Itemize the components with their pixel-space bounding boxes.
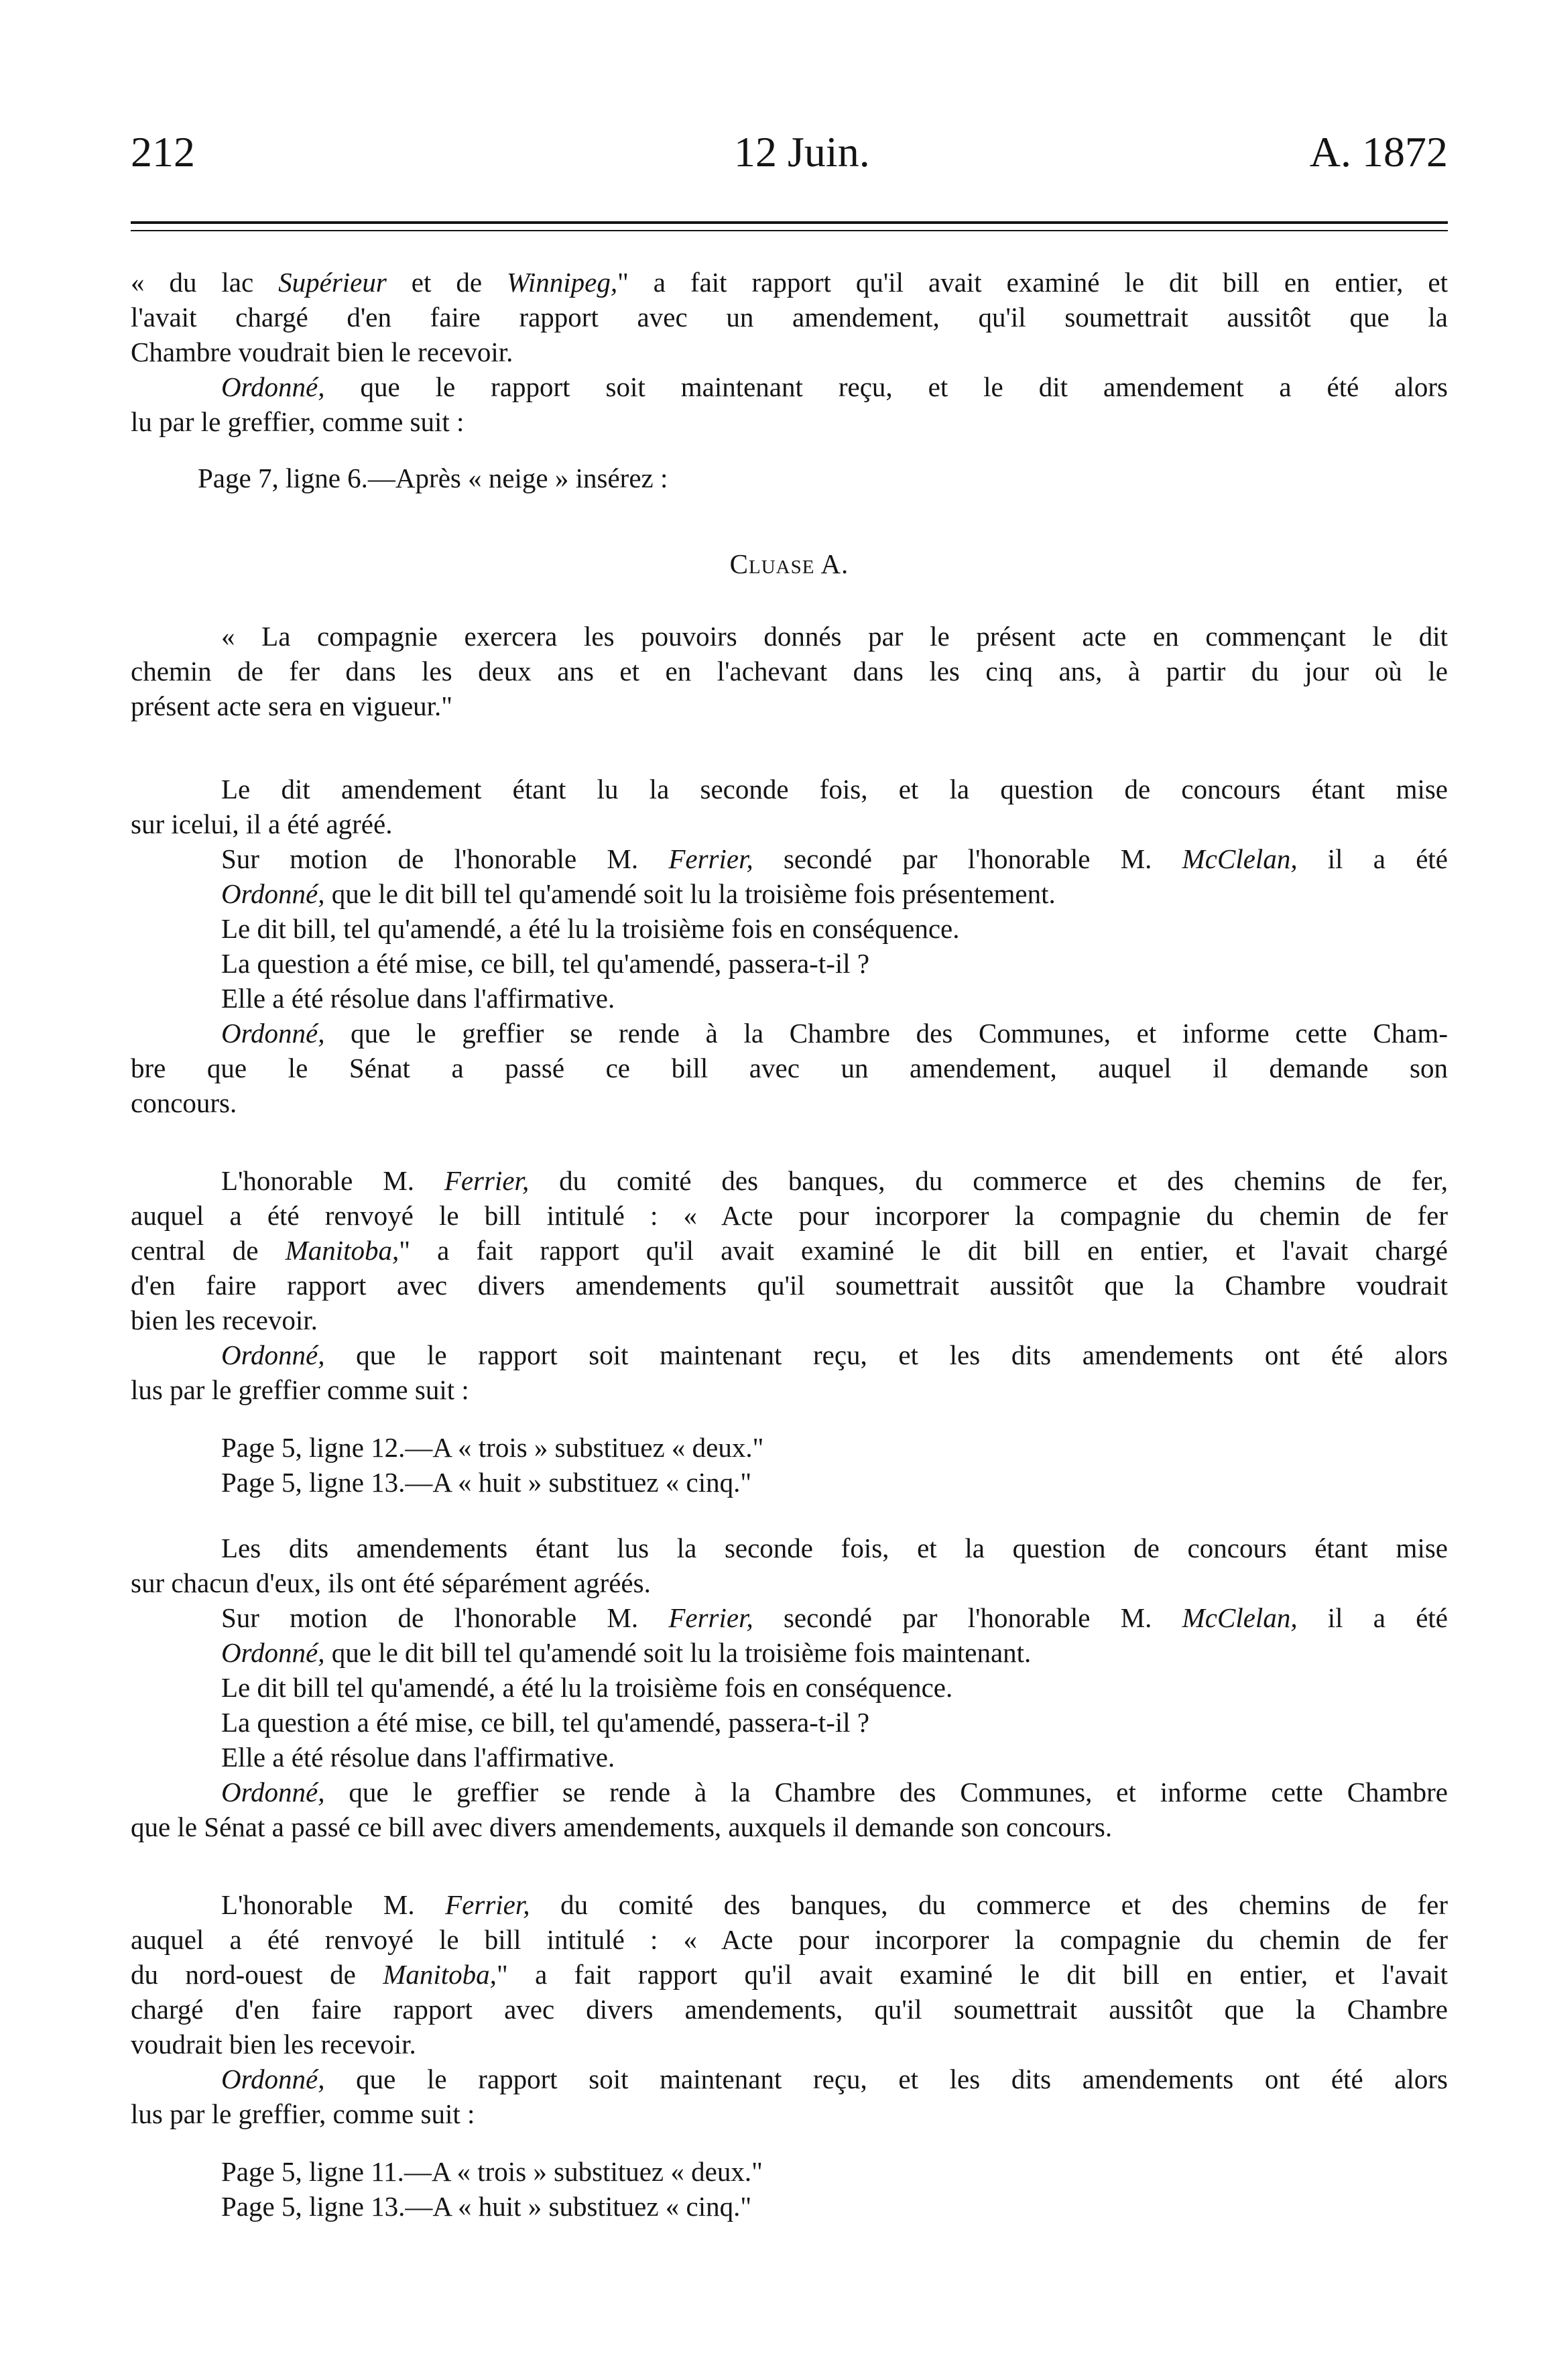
text-line: concours.: [131, 1087, 237, 1118]
text-line: Ordonné, que le dit bill tel qu'amendé soit lu la troisième fois maintenant.: [221, 1637, 1032, 1668]
amendment-line: Page 5, ligne 13.—A « huit » substituez « cinq.": [221, 2191, 752, 2222]
text-line: lus par le greffier comme suit :: [131, 1374, 469, 1405]
text-line: bre que le Sénat a passé ce bill avec un amendement, auquel il demande son: [131, 1053, 1448, 1083]
text-line: lus par le greffier, comme suit :: [131, 2098, 475, 2129]
text-line: du nord-ouest de Manitoba," a fait rapport qu'il avait examiné le dit bill en entier, et l'avait: [131, 1959, 1448, 1990]
text-line: auquel a été renvoyé le bill intitulé : « Acte pour incorporer la compagnie du chemin de fer: [131, 1200, 1448, 1231]
text-line: voudrait bien les recevoir.: [131, 2029, 416, 2060]
text-line: Sur motion de l'honorable M. Ferrier, secondé par l'honorable M. McClelan, il a été: [221, 843, 1448, 874]
text-line: lu par le greffier, comme suit :: [131, 406, 465, 437]
header-rule-thick: [131, 221, 1448, 224]
text-line: auquel a été renvoyé le bill intitulé : « Acte pour incorporer la compagnie du chemin de fer: [131, 1924, 1448, 1955]
text-line: Ordonné, que le rapport soit maintenant reçu, et les dits amendements ont été alors: [221, 2064, 1448, 2094]
text-line: Ordonné, que le greffier se rende à la Chambre des Communes, et informe cette Chambre: [221, 1777, 1448, 1807]
text-line: Sur motion de l'honorable M. Ferrier, secondé par l'honorable M. McClelan, il a été: [221, 1602, 1448, 1633]
text-line: d'en faire rapport avec divers amendements qu'il soumettrait aussitôt que la Chambre voudrait: [131, 1270, 1448, 1301]
text-line: sur chacun d'eux, ils ont été séparément agréés.: [131, 1567, 651, 1598]
text-line: Ordonné, que le rapport soit maintenant reçu, et le dit amendement a été alors: [221, 371, 1448, 402]
text-line: chargé d'en faire rapport avec divers amendements, qu'il soumettrait aussitôt que la Chambre: [131, 1994, 1448, 2025]
clause-title: Cluase A.: [729, 548, 849, 579]
header-year: A. 1872: [1309, 128, 1448, 176]
text-line: présent acte sera en vigueur.": [131, 691, 453, 721]
text-line: bien les recevoir.: [131, 1305, 318, 1335]
text-line: Les dits amendements étant lus la seconde fois, et la question de concours étant mise: [221, 1533, 1448, 1563]
text-line: Elle a été résolue dans l'affirmative.: [221, 1742, 615, 1773]
amendment-line: Page 7, ligne 6.—Après « neige » insérez :: [198, 463, 668, 493]
text-line: La question a été mise, ce bill, tel qu'amendé, passera-t-il ?: [221, 1707, 870, 1738]
text-line: que le Sénat a passé ce bill avec divers amendements, auxquels il demande son concours.: [131, 1811, 1113, 1842]
text-line: Le dit bill tel qu'amendé, a été lu la troisième fois en conséquence.: [221, 1672, 953, 1703]
text-line: L'honorable M. Ferrier, du comité des banques, du commerce et des chemins de fer: [221, 1889, 1448, 1920]
text-line: Le dit amendement étant lu la seconde fois, et la question de concours étant mise: [221, 774, 1448, 805]
text-line: Ordonné, que le rapport soit maintenant reçu, et les dits amendements ont été alors: [221, 1340, 1448, 1370]
text-line: L'honorable M. Ferrier, du comité des banques, du commerce et des chemins de fer,: [221, 1165, 1448, 1196]
page-number: 212: [131, 128, 195, 176]
text-line: Elle a été résolue dans l'affirmative.: [221, 983, 615, 1014]
text-line: Chambre voudrait bien le recevoir.: [131, 337, 513, 367]
text-line: « du lac Supérieur et de Winnipeg," a fait rapport qu'il avait examiné le dit bill en entier, et: [131, 267, 1448, 298]
text-line: chemin de fer dans les deux ans et en l'achevant dans les cinq ans, à partir du jour où le: [131, 656, 1448, 687]
page-header: [131, 127, 1448, 181]
text-line: Ordonné, que le dit bill tel qu'amendé soit lu la troisième fois présentement.: [221, 878, 1056, 909]
text-line: « La compagnie exercera les pouvoirs donnés par le présent acte en commençant le dit: [221, 621, 1448, 652]
text-line: Ordonné, que le greffier se rende à la Chambre des Communes, et informe cette Cham-: [221, 1018, 1448, 1049]
text-line: l'avait chargé d'en faire rapport avec un amendement, qu'il soumettrait aussitôt que la: [131, 302, 1448, 333]
amendment-line: Page 5, ligne 13.—A « huit » substituez « cinq.": [221, 1467, 752, 1498]
header-date: 12 Juin.: [734, 128, 870, 176]
text-line: La question a été mise, ce bill, tel qu'amendé, passera-t-il ?: [221, 948, 870, 979]
header-rule-thin: [131, 230, 1448, 231]
amendment-line: Page 5, ligne 11.—A « trois » substituez « deux.": [221, 2156, 763, 2187]
text-line: central de Manitoba," a fait rapport qu'il avait examiné le dit bill en entier, et l'avait chargé: [131, 1235, 1448, 1266]
text-line: Le dit bill, tel qu'amendé, a été lu la troisième fois en conséquence.: [221, 913, 960, 944]
text-line: sur icelui, il a été agréé.: [131, 809, 393, 839]
amendment-line: Page 5, ligne 12.—A « trois » substituez « deux.": [221, 1432, 764, 1463]
